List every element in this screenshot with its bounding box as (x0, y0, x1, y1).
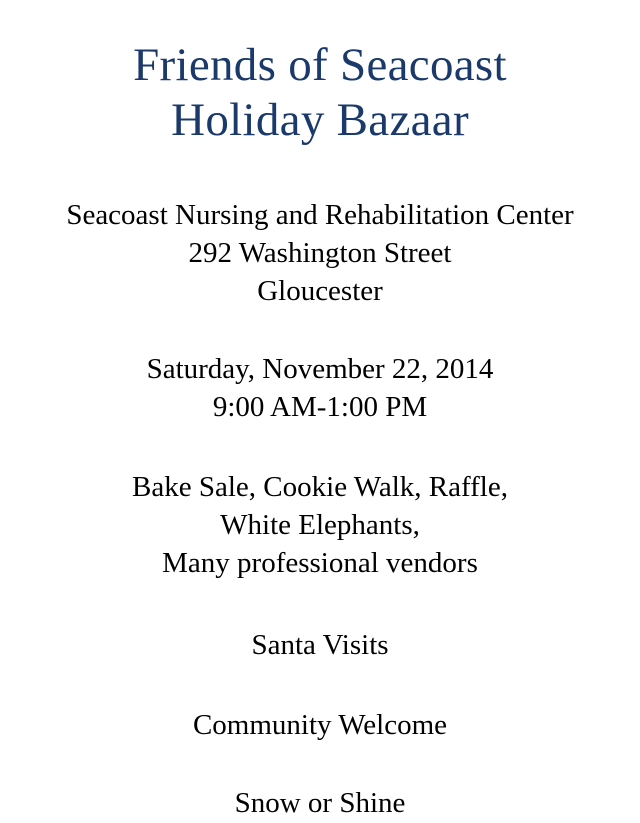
activities-line-1: Bake Sale, Cookie Walk, Raffle, (132, 470, 508, 503)
santa-block (20, 627, 620, 665)
snow-or-shine-text: Snow or Shine (234, 786, 406, 819)
venue-city: Gloucester (257, 274, 383, 307)
activities-line-2: White Elephants, (220, 508, 420, 541)
weather-block (20, 785, 620, 823)
activities-line-3: Many professional vendors (162, 546, 478, 579)
venue-name: Seacoast Nursing and Rehabilitation Center (66, 198, 574, 231)
community-welcome-text: Community Welcome (192, 708, 448, 741)
page-title (20, 30, 620, 149)
title-line-1: Friends of Seacoast (133, 39, 507, 91)
community-block (20, 707, 620, 745)
title-line-2: Holiday Bazaar (171, 94, 469, 147)
event-time: 9:00 AM-1:00 PM (212, 390, 428, 423)
activities-block (20, 469, 620, 583)
venue-block (20, 197, 620, 311)
event-date: Saturday, November 22, 2014 (146, 352, 494, 385)
datetime-block (20, 351, 620, 427)
venue-street: 292 Washington Street (188, 236, 452, 269)
santa-visits-text: Santa Visits (251, 628, 389, 661)
